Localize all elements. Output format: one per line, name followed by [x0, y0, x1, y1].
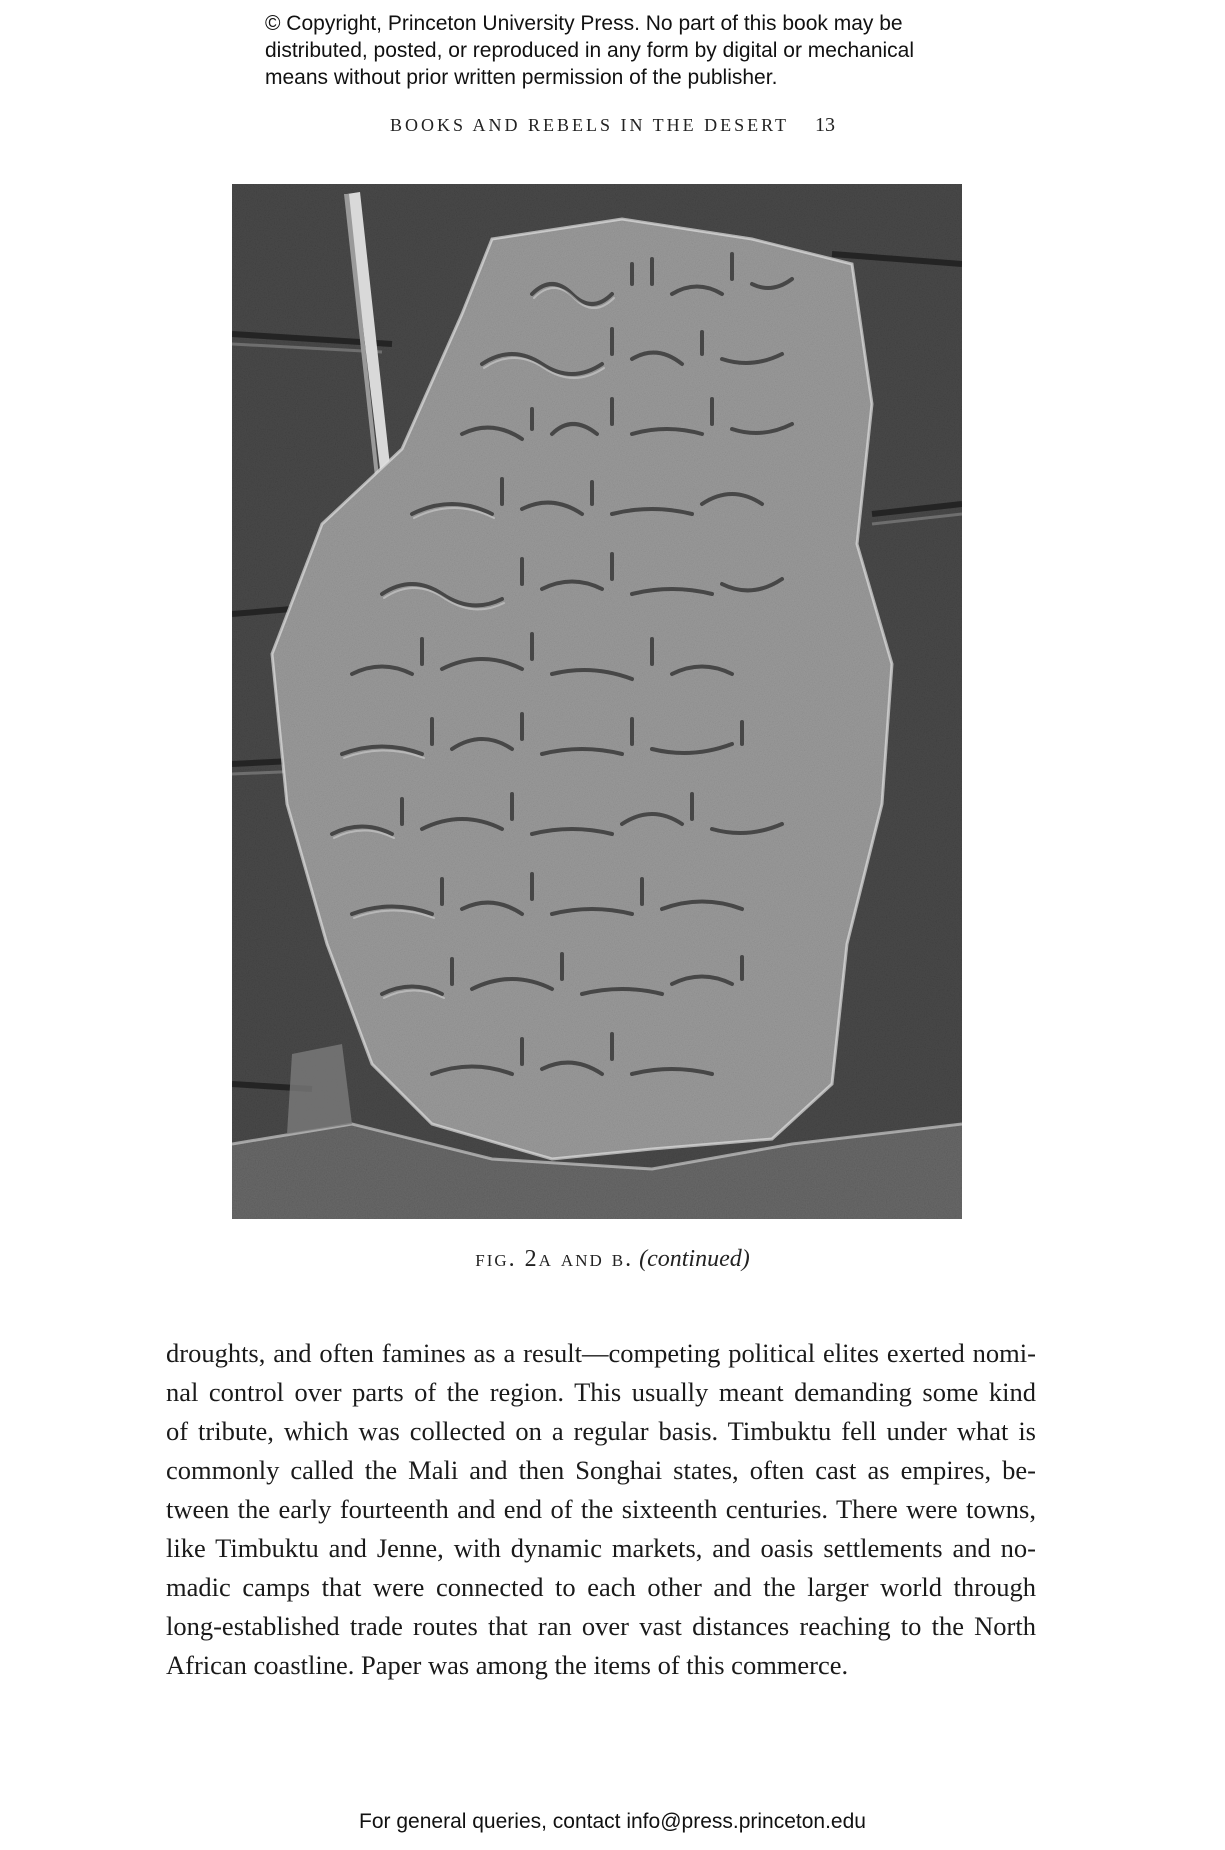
- footer-contact: For general queries, contact info@press.princeton.edu: [359, 1810, 866, 1833]
- figure-caption-label: fig. 2a and b.: [475, 1246, 634, 1272]
- running-head: [0, 114, 1225, 137]
- figure-caption-note: (continued): [639, 1246, 750, 1272]
- body-line-9: African coastline. Paper was among the items of this commerce.: [166, 1650, 849, 1680]
- body-line-3: of tribute, which was collected on a regular basis. Timbuktu fell under what is: [166, 1416, 1036, 1446]
- copyright-notice: [265, 10, 1025, 91]
- copyright-line-3: means without prior written permission of the publisher.: [265, 66, 778, 89]
- copyright-line-1: © Copyright, Princeton University Press. No part of this book may be: [265, 12, 903, 35]
- body-line-8: long-established trade routes that ran over vast distances reaching to the North: [166, 1611, 1036, 1641]
- figure-caption: [0, 1246, 1225, 1273]
- page-number: 13: [815, 114, 836, 136]
- stone-inscription-illustration: [232, 184, 962, 1219]
- body-line-5: tween the early fourteenth and end of the sixteenth centuries. There were towns,: [166, 1494, 1036, 1524]
- running-head-title: BOOKS AND REBELS IN THE DESERT: [389, 115, 790, 135]
- body-line-6: like Timbuktu and Jenne, with dynamic markets, and oasis settlements and no-: [166, 1533, 1036, 1563]
- copyright-line-2: distributed, posted, or reproduced in any form by digital or mechanical: [265, 39, 915, 62]
- body-line-4: commonly called the Mali and then Songhai states, often cast as empires, be-: [166, 1455, 1036, 1485]
- body-paragraph: [166, 1334, 1036, 1685]
- body-line-7: madic camps that were connected to each other and the larger world through: [166, 1572, 1036, 1602]
- stone-inscription-photo: [232, 184, 962, 1219]
- body-line-2: nal control over parts of the region. This usually meant demanding some kind: [166, 1377, 1036, 1407]
- body-line-1: droughts, and often famines as a result—competing political elites exerted nomi-: [166, 1338, 1036, 1368]
